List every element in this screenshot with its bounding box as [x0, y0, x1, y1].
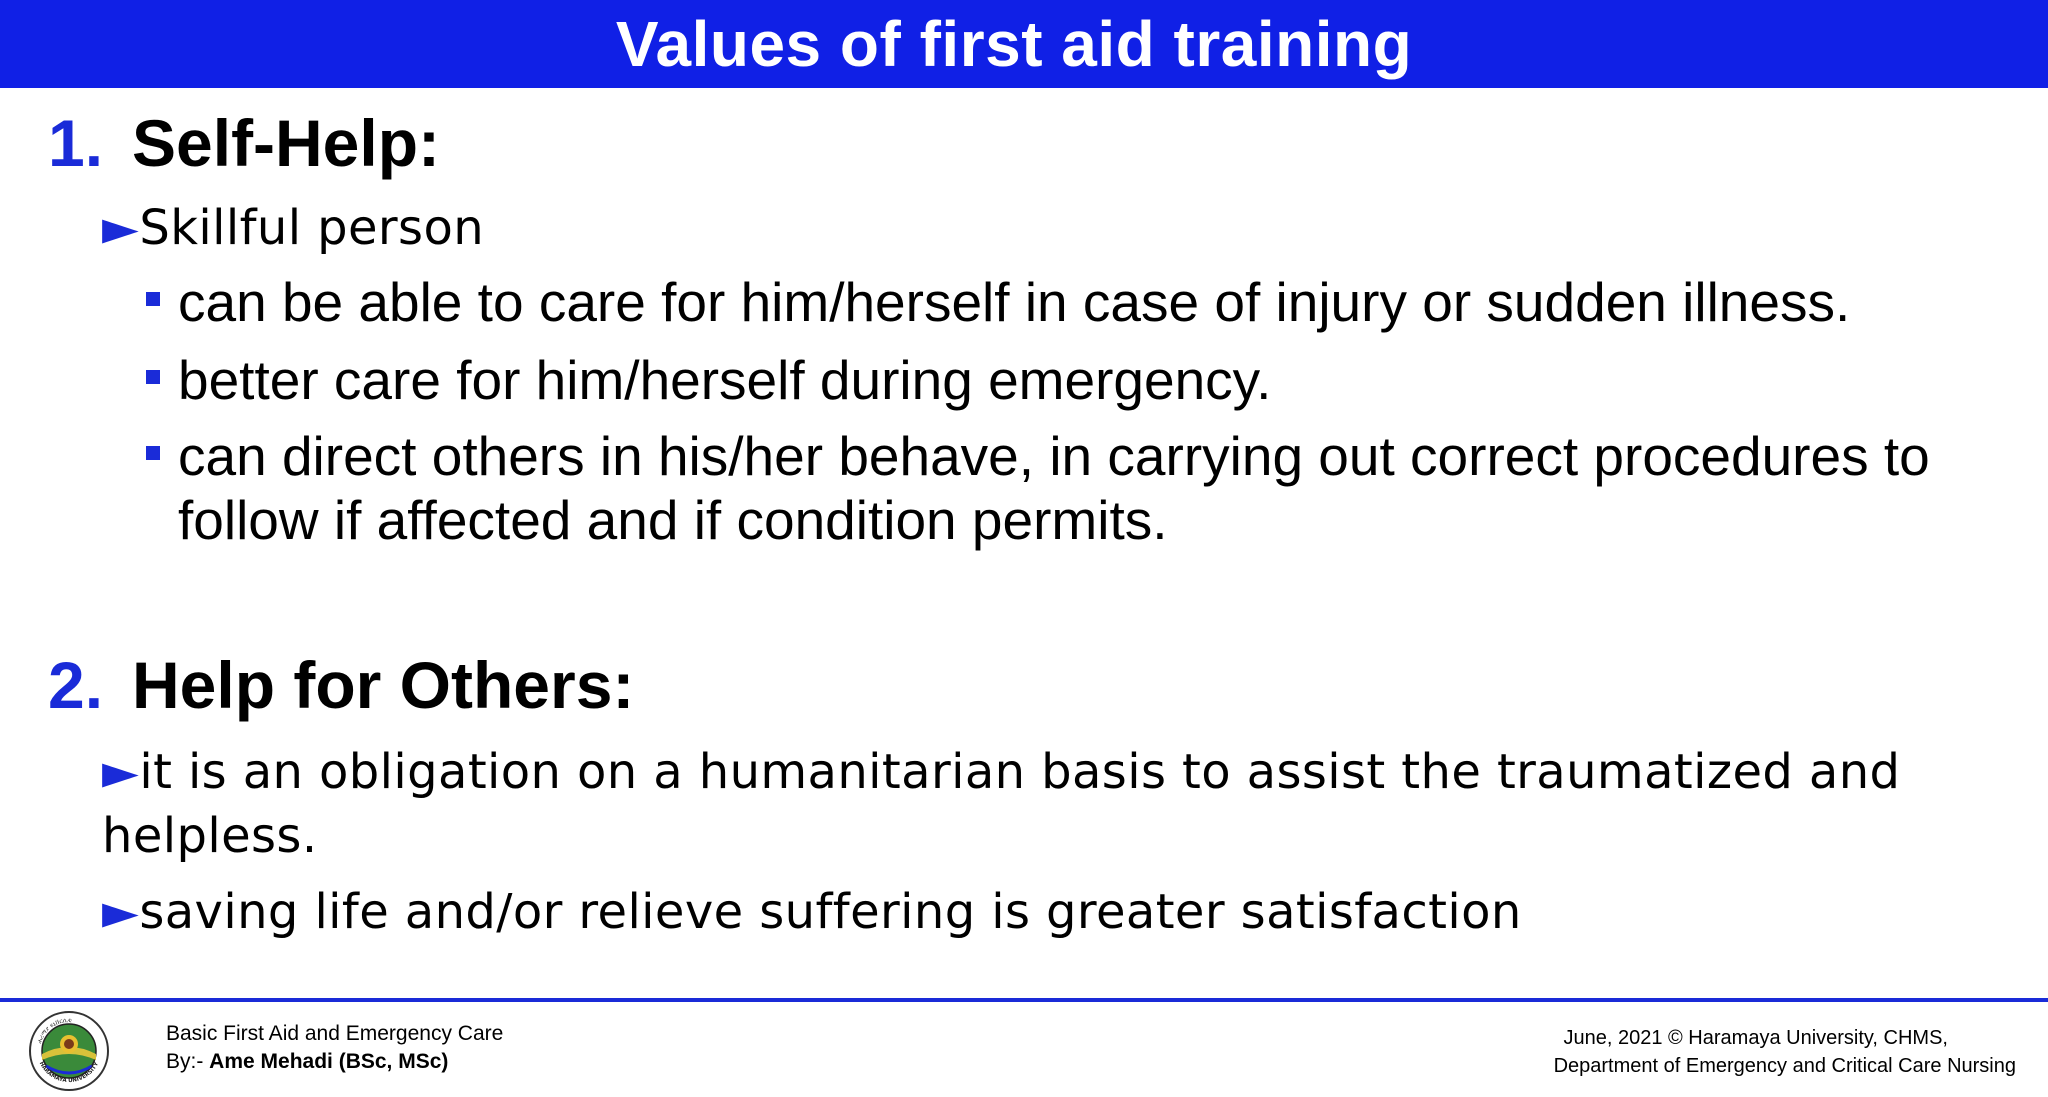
footer-course: Basic First Aid and Emergency Care [166, 1022, 504, 1045]
svg-text:ሐረማያ ዩኒቨርሲቲ: ሐረማያ ዩኒቨርሲቲ [36, 1016, 72, 1045]
title-bar [0, 0, 2048, 88]
right-triangle-bullet-icon: ► [102, 884, 140, 940]
section-title: Help for Others: [132, 648, 635, 722]
footer-department: Department of Emergency and Critical Care Nursing [1553, 1055, 2016, 1077]
bullet-text: better care for him/herself during emergency. [178, 349, 1272, 411]
footer-author: Ame Mehadi (BSc, MSc) [209, 1050, 449, 1073]
square-bullet-icon [146, 292, 160, 306]
arrow-item-text: it is an obligation on a humanitarian basis to assist the traumatized and helpless. [102, 744, 1901, 864]
footer-date-copyright: June, 2021 © Haramaya University, CHMS, [1563, 1027, 1948, 1049]
arrow-item-skillful-person [102, 196, 484, 260]
footer-institution-info [1554, 1024, 2016, 1080]
footer-divider [0, 998, 2048, 1002]
footer-author-prefix: By:- [166, 1050, 210, 1073]
section-number: 1. [48, 106, 104, 180]
arrow-item-text: Skillful person [139, 200, 485, 256]
footer-author-line [166, 1048, 503, 1076]
right-triangle-bullet-icon: ► [102, 744, 140, 800]
logo-text: HARAMAYA UNIVERSITY [37, 1060, 100, 1085]
bullet-text: can be able to care for him/herself in case of injury or sudden illness. [178, 271, 1851, 333]
square-bullet-icon [146, 446, 160, 460]
right-triangle-bullet-icon: ► [102, 200, 140, 256]
bullet-item [146, 424, 2016, 552]
bullet-item [146, 270, 1850, 334]
bullet-item [146, 348, 1271, 412]
footer-course-info [166, 1020, 503, 1076]
university-logo [28, 1010, 110, 1092]
section-heading-self-help [48, 106, 441, 180]
arrow-item-text: saving life and/or relieve suffering is greater satisfaction [139, 884, 1522, 940]
arrow-item-saving-life [102, 880, 1522, 944]
section-title: Self-Help: [132, 106, 441, 180]
section-number: 2. [48, 648, 104, 722]
bullet-text: can direct others in his/her behave, in carrying out correct procedures to follow if affected and if condition permits. [178, 425, 1930, 551]
slide-title: Values of first aid training [615, 8, 1413, 80]
arrow-item-obligation [102, 740, 1982, 868]
section-heading-help-for-others [48, 648, 635, 722]
square-bullet-icon [146, 370, 160, 384]
